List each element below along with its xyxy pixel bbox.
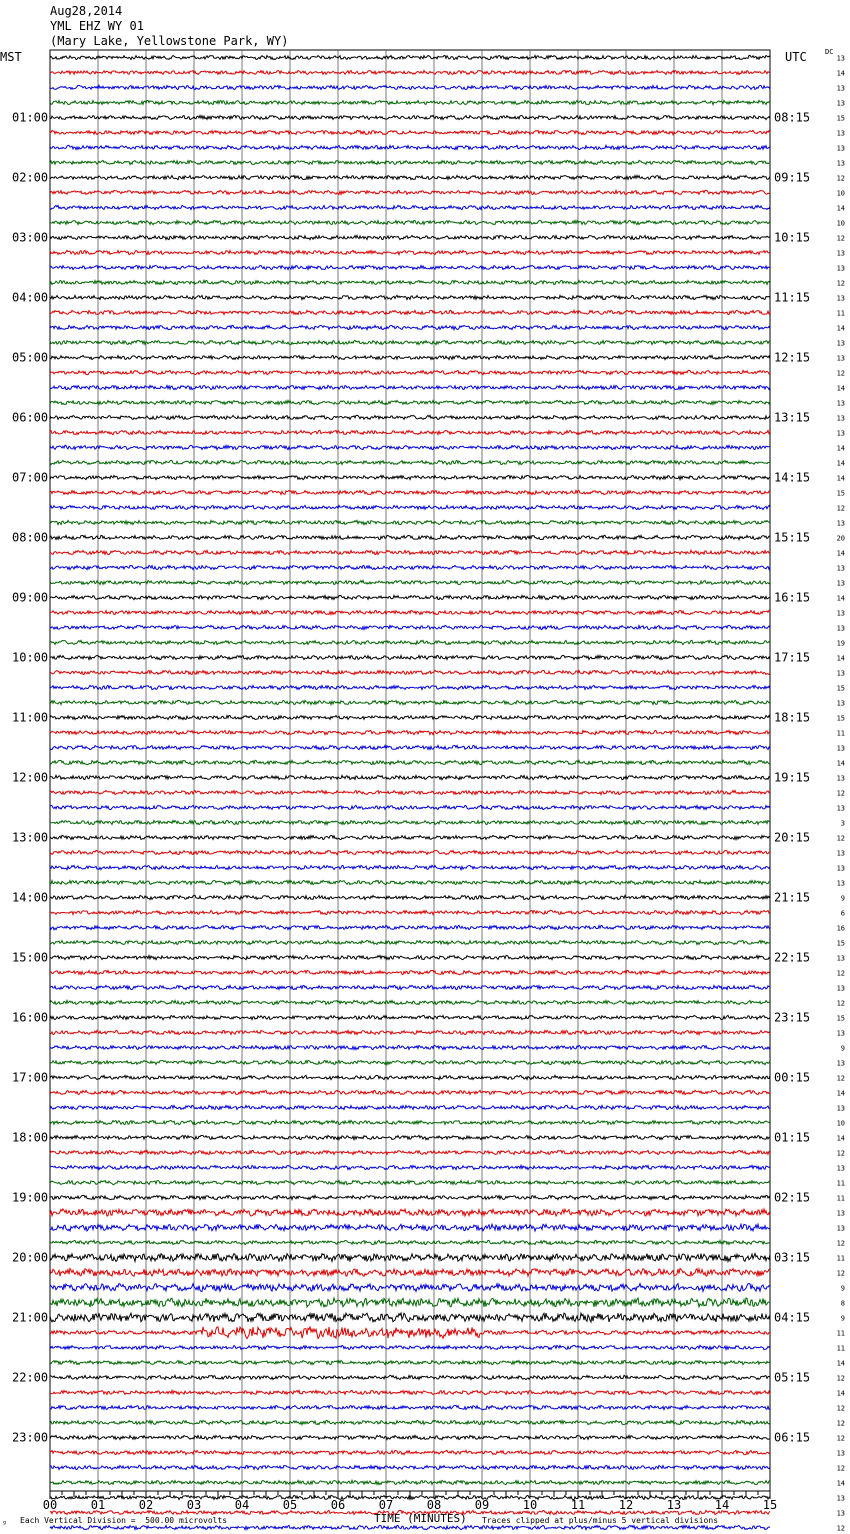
dc-offset-value: 14 [836, 324, 845, 333]
right-hour-label: 02:15 [774, 1190, 811, 1205]
trace-lines [50, 55, 770, 1534]
dc-offset-value: 15 [836, 114, 845, 123]
dc-offset-value: 15 [836, 489, 845, 498]
dc-offset-value: 9 [840, 1284, 845, 1293]
left-hour-label: 21:00 [12, 1310, 49, 1325]
trace-98 [50, 1525, 770, 1529]
left-hour-label: 18:00 [12, 1130, 49, 1145]
dc-offset-value: 13 [836, 1494, 845, 1503]
utc-label: UTC [785, 50, 807, 64]
trace-67 [50, 1060, 770, 1064]
dc-label: DC [825, 48, 834, 56]
trace-1 [50, 71, 770, 75]
left-hour-label: 17:00 [12, 1070, 49, 1085]
right-hour-label: 12:15 [774, 350, 811, 365]
right-hour-label: 13:15 [774, 410, 811, 425]
dc-offset-value: 13 [836, 1164, 845, 1173]
dc-offset-value: 11 [836, 309, 845, 318]
dc-offset-value: 13 [836, 1449, 845, 1458]
dc-offset-value: 9 [840, 1314, 845, 1323]
trace-72 [50, 1135, 770, 1139]
left-hour-label: 20:00 [12, 1250, 49, 1265]
trace-43 [50, 700, 770, 704]
right-hour-label: 15:15 [774, 530, 811, 545]
trace-54 [50, 865, 770, 869]
dc-offset-value: 13 [836, 144, 845, 153]
trace-74 [50, 1165, 770, 1169]
dc-offset-value: 14 [836, 594, 845, 603]
trace-12 [50, 235, 770, 239]
dc-offset-value: 12 [836, 789, 845, 798]
trace-81 [50, 1269, 770, 1277]
dc-offset-value: 11 [836, 1194, 845, 1203]
dc-offset-value: 16 [836, 924, 845, 933]
right-hour-label: 10:15 [774, 230, 811, 245]
dc-offset-value: 13 [836, 519, 845, 528]
dc-offset-value: 12 [836, 1464, 845, 1473]
trace-35 [50, 580, 770, 584]
right-hour-label: 06:15 [774, 1430, 811, 1445]
dc-offset-value: 13 [836, 129, 845, 138]
trace-30 [50, 505, 770, 509]
dc-offset-value: 9 [840, 1044, 845, 1053]
left-hour-label: 12:00 [12, 770, 49, 785]
left-hour-label: 16:00 [12, 1010, 49, 1025]
trace-21 [50, 370, 770, 374]
trace-23 [50, 400, 770, 404]
trace-22 [50, 385, 770, 389]
trace-95 [50, 1480, 770, 1484]
left-hour-label: 01:00 [12, 110, 49, 125]
trace-85 [50, 1327, 770, 1339]
trace-76 [50, 1195, 770, 1199]
dc-offset-value: 13 [836, 249, 845, 258]
dc-offset-value: 13 [836, 1209, 845, 1218]
trace-33 [50, 550, 770, 554]
right-hour-label: 23:15 [774, 1010, 811, 1025]
dc-offset-value: 11 [836, 1254, 845, 1263]
dc-offset-value: 12 [836, 174, 845, 183]
trace-70 [50, 1105, 770, 1109]
trace-5 [50, 130, 770, 134]
dc-offset-value: 13 [836, 774, 845, 783]
trace-86 [50, 1345, 770, 1349]
trace-29 [50, 490, 770, 494]
dc-offset-labels [837, 55, 845, 1534]
trace-26 [50, 445, 770, 449]
dc-offset-value: 13 [836, 564, 845, 573]
trace-49 [50, 790, 770, 794]
trace-58 [50, 925, 770, 929]
dc-offset-value: 14 [836, 384, 845, 393]
trace-27 [50, 460, 770, 464]
trace-79 [50, 1240, 770, 1244]
trace-71 [50, 1120, 770, 1124]
dc-offset-value: 13 [836, 669, 845, 678]
trace-63 [50, 1000, 770, 1004]
dc-offset-value: 13 [836, 1104, 845, 1113]
trace-20 [50, 355, 770, 359]
x-tick-label: 08 [426, 1498, 442, 1512]
trace-36 [50, 595, 770, 599]
trace-40 [50, 655, 770, 659]
dc-offset-value: 3 [840, 819, 845, 828]
trace-19 [50, 340, 770, 344]
left-hour-label: 03:00 [12, 230, 49, 245]
left-hour-label: 07:00 [12, 470, 49, 485]
trace-45 [50, 730, 770, 734]
dc-offset-value: 13 [836, 954, 845, 963]
dc-offset-value: 13 [836, 264, 845, 273]
trace-10 [50, 205, 770, 209]
trace-55 [50, 880, 770, 884]
plot-date: Aug28,2014 [50, 4, 123, 18]
trace-17 [50, 310, 770, 314]
dc-offset-value: 13 [836, 984, 845, 993]
x-tick-label: 05 [282, 1498, 298, 1512]
x-tick-label: 13 [666, 1498, 682, 1512]
trace-50 [50, 805, 770, 809]
trace-80 [50, 1254, 770, 1262]
dc-offset-value: 14 [836, 759, 845, 768]
trace-69 [50, 1090, 770, 1094]
dc-offset-value: 13 [836, 99, 845, 108]
trace-89 [50, 1390, 770, 1394]
dc-offset-value: 13 [836, 864, 845, 873]
trace-46 [50, 745, 770, 749]
dc-offset-value: 13 [836, 699, 845, 708]
plot-frame [50, 50, 770, 1491]
right-hour-label: 05:15 [774, 1370, 811, 1385]
left-hour-label: 05:00 [12, 350, 49, 365]
trace-65 [50, 1030, 770, 1034]
dc-offset-value: 13 [836, 84, 845, 93]
x-tick-label: 10 [522, 1498, 538, 1512]
left-hour-label: 15:00 [12, 950, 49, 965]
trace-0 [50, 55, 770, 59]
x-tick-label: 03 [186, 1498, 202, 1512]
dc-offset-value: 12 [836, 504, 845, 513]
dc-offset-value: 15 [836, 714, 845, 723]
trace-31 [50, 520, 770, 524]
dc-offset-value: 12 [836, 834, 845, 843]
dc-offset-value: 11 [836, 1329, 845, 1338]
dc-offset-value: 15 [836, 939, 845, 948]
trace-25 [50, 430, 770, 434]
dc-offset-value: 20 [836, 534, 845, 543]
dc-offset-value: 14 [836, 459, 845, 468]
trace-52 [50, 835, 770, 839]
dc-offset-value: 14 [836, 1389, 845, 1398]
trace-66 [50, 1045, 770, 1049]
dc-offset-value: 12 [836, 1524, 845, 1533]
x-tick-label: 12 [618, 1498, 634, 1512]
dc-offset-value: 11 [836, 1179, 845, 1188]
dc-offset-value: 12 [836, 999, 845, 1008]
trace-24 [50, 415, 770, 419]
trace-15 [50, 280, 770, 284]
right-hour-label: 08:15 [774, 110, 811, 125]
dc-offset-value: 12 [836, 969, 845, 978]
right-hour-label: 16:15 [774, 590, 811, 605]
x-tick-label: 01 [90, 1498, 106, 1512]
trace-38 [50, 625, 770, 629]
x-tick-label: 04 [234, 1498, 250, 1512]
dc-offset-value: 13 [836, 294, 845, 303]
dc-offset-value: 13 [836, 339, 845, 348]
trace-16 [50, 295, 770, 299]
trace-3 [50, 100, 770, 104]
dc-offset-value: 13 [836, 159, 845, 168]
dc-offset-value: 13 [836, 849, 845, 858]
trace-47 [50, 760, 770, 764]
x-axis [43, 1491, 777, 1512]
x-tick-label: 14 [714, 1498, 730, 1512]
scale-note: Each Vertical Division = 500.00 microvolts [20, 1516, 228, 1525]
x-tick-label: 02 [138, 1498, 154, 1512]
trace-41 [50, 670, 770, 674]
right-hour-label: 11:15 [774, 290, 811, 305]
trace-84 [50, 1313, 770, 1322]
left-hour-label: 22:00 [12, 1370, 49, 1385]
dc-offset-value: 13 [836, 879, 845, 888]
trace-28 [50, 475, 770, 479]
footer-mark: ᵍ [2, 1519, 7, 1528]
dc-offset-value: 14 [836, 204, 845, 213]
x-tick-label: 06 [330, 1498, 346, 1512]
trace-13 [50, 250, 770, 254]
right-hour-label: 00:15 [774, 1070, 811, 1085]
trace-60 [50, 955, 770, 959]
dc-offset-value: 11 [836, 729, 845, 738]
trace-4 [50, 115, 770, 119]
dc-offset-value: 12 [836, 234, 845, 243]
dc-offset-value: 12 [836, 1374, 845, 1383]
left-hour-label: 08:00 [12, 530, 49, 545]
left-hour-label: 09:00 [12, 590, 49, 605]
right-hour-label: 21:15 [774, 890, 811, 905]
dc-offset-value: 12 [836, 1269, 845, 1278]
right-hour-label: 04:15 [774, 1310, 811, 1325]
dc-offset-value: 12 [836, 1074, 845, 1083]
left-hour-label: 06:00 [12, 410, 49, 425]
trace-90 [50, 1405, 770, 1409]
dc-offset-value: 13 [836, 624, 845, 633]
dc-offset-value: 9 [840, 894, 845, 903]
dc-offset-value: 14 [836, 1134, 845, 1143]
trace-77 [50, 1209, 770, 1216]
left-hour-label: 02:00 [12, 170, 49, 185]
trace-61 [50, 970, 770, 974]
left-hour-label: 19:00 [12, 1190, 49, 1205]
trace-53 [50, 850, 770, 854]
dc-offset-value: 13 [836, 1059, 845, 1068]
trace-18 [50, 325, 770, 329]
trace-87 [50, 1360, 770, 1364]
trace-2 [50, 85, 770, 89]
dc-offset-value: 12 [836, 1149, 845, 1158]
dc-offset-value: 13 [836, 609, 845, 618]
right-hour-label: 19:15 [774, 770, 811, 785]
station-location: (Mary Lake, Yellowstone Park, WY) [50, 34, 289, 48]
dc-offset-value: 14 [836, 1359, 845, 1368]
dc-offset-value: 13 [836, 429, 845, 438]
trace-56 [50, 895, 770, 899]
x-tick-label: 07 [378, 1498, 394, 1512]
right-hour-label: 03:15 [774, 1250, 811, 1265]
dc-offset-value: 14 [836, 1089, 845, 1098]
left-hour-label: 10:00 [12, 650, 49, 665]
dc-offset-value: 6 [840, 909, 845, 918]
station-code: YML EHZ WY 01 [50, 19, 144, 33]
left-hour-label: 23:00 [12, 1430, 49, 1445]
right-hour-label: 01:15 [774, 1130, 811, 1145]
trace-91 [50, 1420, 770, 1424]
dc-offset-value: 13 [836, 1509, 845, 1518]
x-tick-label: 09 [474, 1498, 490, 1512]
left-hour-label: 13:00 [12, 830, 49, 845]
right-hour-label: 09:15 [774, 170, 811, 185]
dc-offset-value: 13 [836, 579, 845, 588]
dc-offset-value: 14 [836, 549, 845, 558]
trace-11 [50, 220, 770, 224]
dc-offset-value: 12 [836, 1419, 845, 1428]
dc-offset-value: 12 [836, 1434, 845, 1443]
dc-offset-value: 10 [836, 189, 845, 198]
right-hour-label: 14:15 [774, 470, 811, 485]
trace-62 [50, 985, 770, 989]
left-hour-label: 04:00 [12, 290, 49, 305]
trace-14 [50, 265, 770, 269]
dc-offset-value: 12 [836, 1404, 845, 1413]
x-tick-label: 11 [570, 1498, 586, 1512]
trace-75 [50, 1181, 770, 1185]
clip-note: Traces clipped at plus/minus 5 vertical divisions [482, 1516, 719, 1525]
dc-offset-value: 13 [836, 54, 845, 63]
trace-94 [50, 1465, 770, 1469]
left-hour-label: 14:00 [12, 890, 49, 905]
x-axis-title: TIME (MINUTES) [374, 1512, 467, 1525]
dc-offset-value: 13 [836, 1029, 845, 1038]
right-hour-label: 18:15 [774, 710, 811, 725]
trace-6 [50, 145, 770, 149]
dc-offset-value: 12 [836, 1239, 845, 1248]
dc-offset-value: 13 [836, 744, 845, 753]
trace-9 [50, 190, 770, 194]
trace-7 [50, 160, 770, 164]
dc-offset-value: 12 [836, 369, 845, 378]
dc-offset-value: 15 [836, 1014, 845, 1023]
dc-offset-value: 14 [836, 474, 845, 483]
dc-offset-value: 14 [836, 1479, 845, 1488]
right-hour-label: 22:15 [774, 950, 811, 965]
trace-34 [50, 565, 770, 569]
x-tick-label: 00 [42, 1498, 58, 1512]
dc-offset-value: 8 [840, 1299, 845, 1308]
trace-78 [50, 1224, 770, 1231]
trace-68 [50, 1075, 770, 1079]
dc-offset-value: 13 [836, 1224, 845, 1233]
trace-57 [50, 910, 770, 914]
dc-offset-value: 13 [836, 414, 845, 423]
trace-83 [50, 1298, 770, 1307]
dc-offset-value: 19 [836, 639, 845, 648]
trace-93 [50, 1450, 770, 1454]
trace-88 [50, 1375, 770, 1379]
dc-offset-value: 13 [836, 354, 845, 363]
right-hour-label: 20:15 [774, 830, 811, 845]
x-tick-label: 15 [762, 1498, 778, 1512]
trace-51 [50, 820, 770, 824]
trace-44 [50, 715, 770, 719]
dc-offset-value: 14 [836, 444, 845, 453]
trace-73 [50, 1150, 770, 1154]
trace-39 [50, 640, 770, 644]
trace-8 [50, 175, 770, 179]
dc-offset-value: 13 [836, 399, 845, 408]
mst-label: MST [0, 50, 22, 64]
trace-32 [50, 535, 770, 539]
dc-offset-value: 15 [836, 684, 845, 693]
trace-92 [50, 1435, 770, 1439]
trace-82 [50, 1284, 770, 1292]
dc-offset-value: 14 [836, 69, 845, 78]
trace-42 [50, 685, 770, 689]
trace-37 [50, 610, 770, 614]
dc-offset-value: 11 [836, 1344, 845, 1353]
trace-59 [50, 940, 770, 944]
dc-offset-value: 10 [836, 1119, 845, 1128]
trace-64 [50, 1015, 770, 1019]
dc-offset-value: 14 [836, 654, 845, 663]
trace-48 [50, 775, 770, 779]
right-hour-label: 17:15 [774, 650, 811, 665]
dc-offset-value: 12 [836, 279, 845, 288]
dc-offset-value: 13 [836, 804, 845, 813]
left-hour-label: 11:00 [12, 710, 49, 725]
dc-offset-value: 10 [836, 219, 845, 228]
